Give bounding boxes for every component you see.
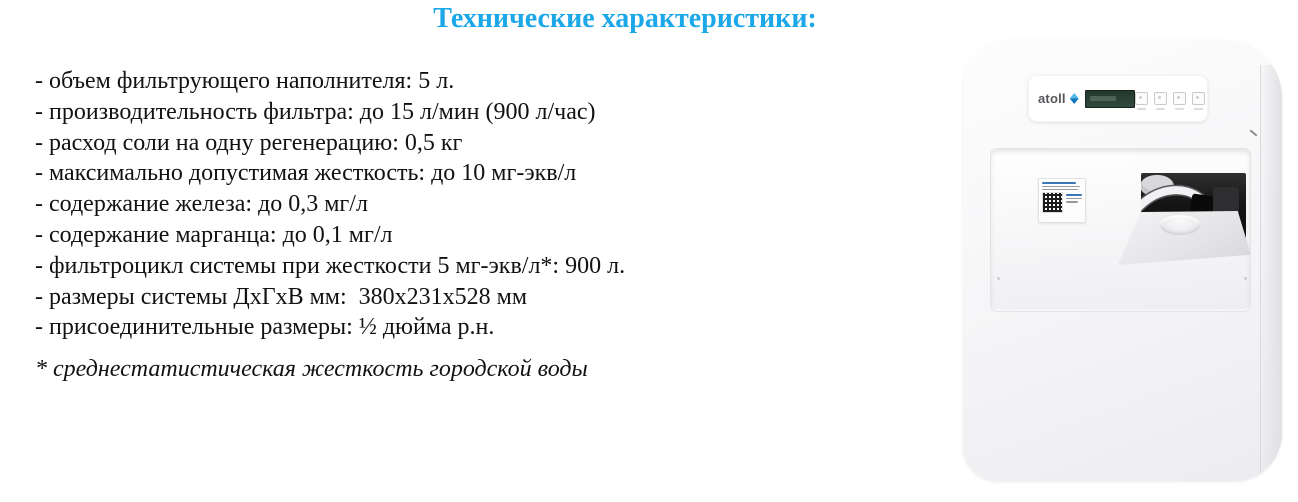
spec-item-salt-usage: - расход соли на одну регенерацию: 0,5 кг <box>35 129 463 156</box>
panel-button-icon <box>1154 92 1167 105</box>
control-panel <box>1028 75 1208 122</box>
device-side-face <box>1260 65 1282 481</box>
spec-item-connection-size: - присоединительные размеры: ½ дюйма р.н. <box>35 314 495 341</box>
spec-item-dimensions: - размеры системы ДхГхВ мм: 380х231х528 мм <box>35 283 528 310</box>
sticker-text-line <box>1042 189 1078 190</box>
panel-button-icon <box>1135 92 1148 105</box>
info-sticker <box>1038 178 1086 223</box>
spec-item-filter-cycle: - фильтроцикл системы при жесткости 5 мг-экв/л*: 900 л. <box>35 252 626 279</box>
flap-handle <box>1160 215 1200 235</box>
lcd-display <box>1085 90 1135 108</box>
sticker-text-line <box>1066 194 1082 196</box>
spec-item-manganese-content: - содержание марганца: до 0,1 мг/л <box>35 221 393 248</box>
brand-logo: atoll <box>1038 91 1066 106</box>
edge-mark <box>1249 129 1257 136</box>
sticker-text-line <box>1042 186 1080 187</box>
sticker-text-line <box>1066 198 1082 200</box>
spec-item-max-hardness: - максимально допустимая жесткость: до 10 мг-экв/л <box>35 160 577 187</box>
product-photo <box>955 25 1298 495</box>
spec-list <box>35 66 625 343</box>
screw-dot <box>1244 277 1247 280</box>
spec-footnote: * среднестатистическая жесткость городской воды <box>35 356 588 382</box>
panel-button-icon <box>1192 92 1205 105</box>
page-title: Технические характеристики: <box>433 3 817 34</box>
panel-button-icon <box>1173 92 1186 105</box>
sticker-text-line <box>1042 182 1076 184</box>
panel-button-group <box>1135 92 1205 105</box>
atoll-diamond-icon <box>1070 93 1079 104</box>
qr-code <box>1042 192 1063 213</box>
device-body <box>963 40 1282 481</box>
sticker-text-line <box>1066 201 1078 203</box>
spec-item-iron-content: - содержание железа: до 0,3 мг/л <box>35 191 368 218</box>
screw-dot <box>997 277 1000 280</box>
spec-item-flow-rate: - производительность фильтра: до 15 л/мин (900 л/час) <box>35 98 596 125</box>
spec-item-filter-volume: - объем фильтрующего наполнителя: 5 л. <box>35 68 455 94</box>
